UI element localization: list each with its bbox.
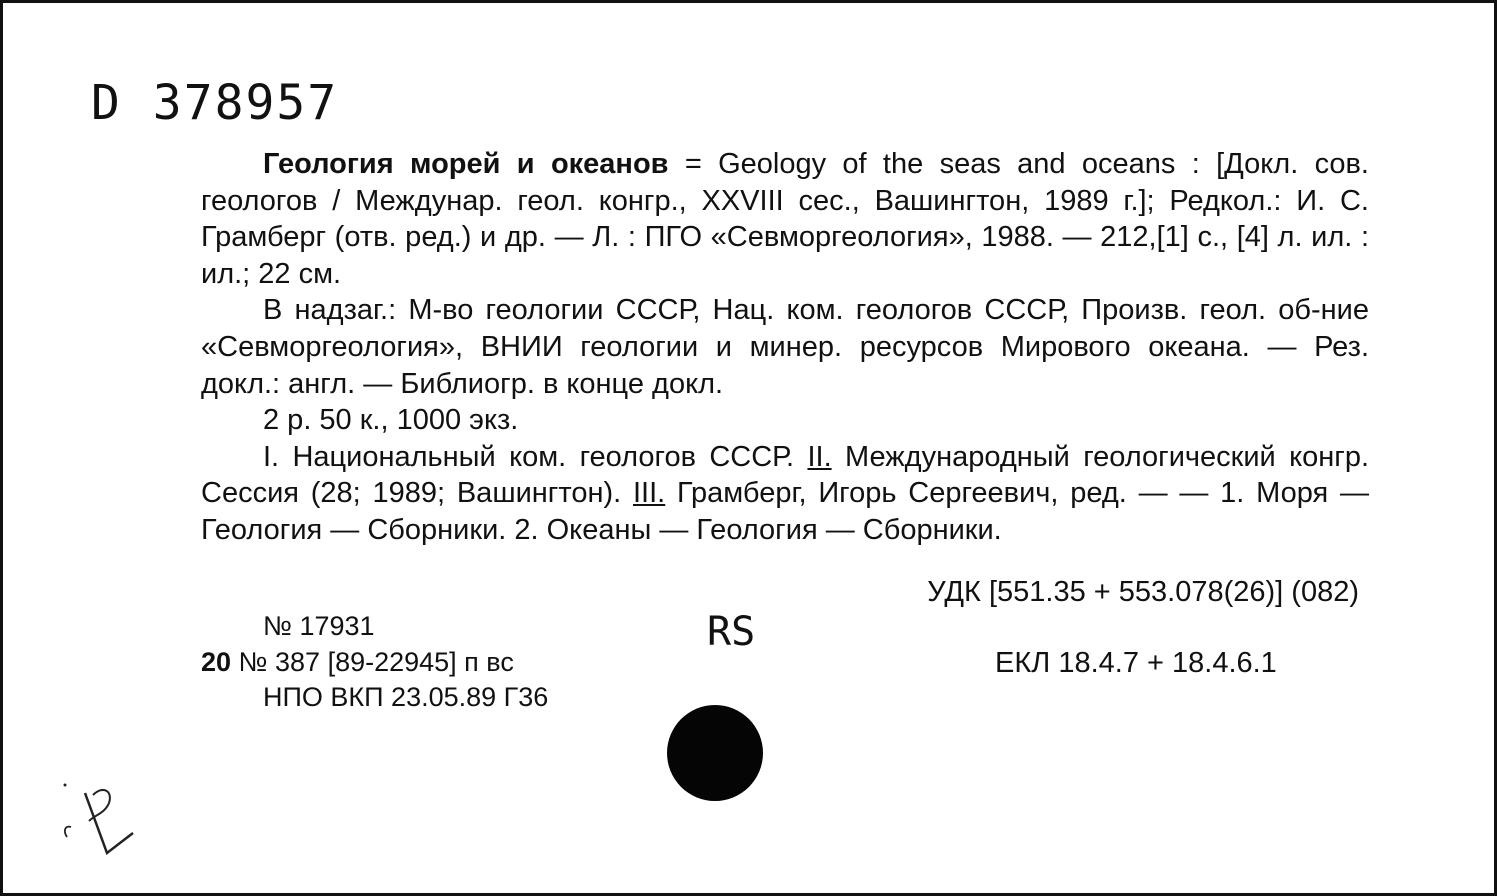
call-number: D 378957 bbox=[91, 75, 339, 131]
registration-prefix: 20 bbox=[201, 647, 232, 677]
rs-mark: RS bbox=[707, 609, 756, 655]
printer-line: НПО ВКП 23.05.89 Г36 bbox=[263, 682, 549, 712]
tracings bbox=[201, 439, 1369, 549]
registration-text: № 387 [89-22945] п вс bbox=[231, 647, 514, 677]
note: В надзаг.: М-во геологии СССР, Нац. ком. геологов СССР, Произв. геол. об-ние «Севморгеология», ВНИИ геологии и минер. ресурсов Мирового океана. — Рез. докл.: англ. — Библиогр. в конце докл. bbox=[201, 294, 1369, 400]
title: Геология морей и океанов bbox=[263, 148, 669, 180]
tracing-3-label: III. bbox=[632, 477, 666, 510]
accession-number: № 17931 bbox=[263, 611, 375, 641]
tracing-2: Международный геологический конгр. Сессия (28; 1989; Вашингтон). bbox=[201, 440, 1370, 510]
udk-code: УДК [551.35 + 553.078(26)] (082) bbox=[927, 576, 1359, 608]
tracing-3: Грамберг, Игорь Сергеевич, ред. — — 1. Моря — Геология — Сборники. 2. Океаны — Геология — Сборники. bbox=[201, 477, 1369, 546]
tracing-1: I. Национальный ком. геологов СССР. bbox=[263, 440, 808, 473]
tracing-2-label: II. bbox=[807, 440, 832, 473]
price: 2 р. 50 к., 1000 экз. bbox=[263, 404, 519, 437]
bibliographic-description bbox=[201, 146, 1369, 549]
main-entry bbox=[201, 146, 1369, 292]
title-statement: = Geology of the seas and oceans : [Докл. сов. геологов / Междунар. геол. конгр., XXVIII сес., Вашингтон, 1989 г.]; Редкол.: И. С. Грамберг (отв. ред.) и др. — Л. : ПГО «Севморгеология», 1988. — 212,[1] с., [4] л. ил. : ил.; 22 см. bbox=[201, 148, 1369, 290]
registration-line bbox=[201, 647, 514, 678]
punch-hole bbox=[667, 705, 763, 801]
ekl-code: ЕКЛ 18.4.7 + 18.4.6.1 bbox=[995, 647, 1277, 679]
handwritten-mark-icon bbox=[55, 775, 151, 865]
